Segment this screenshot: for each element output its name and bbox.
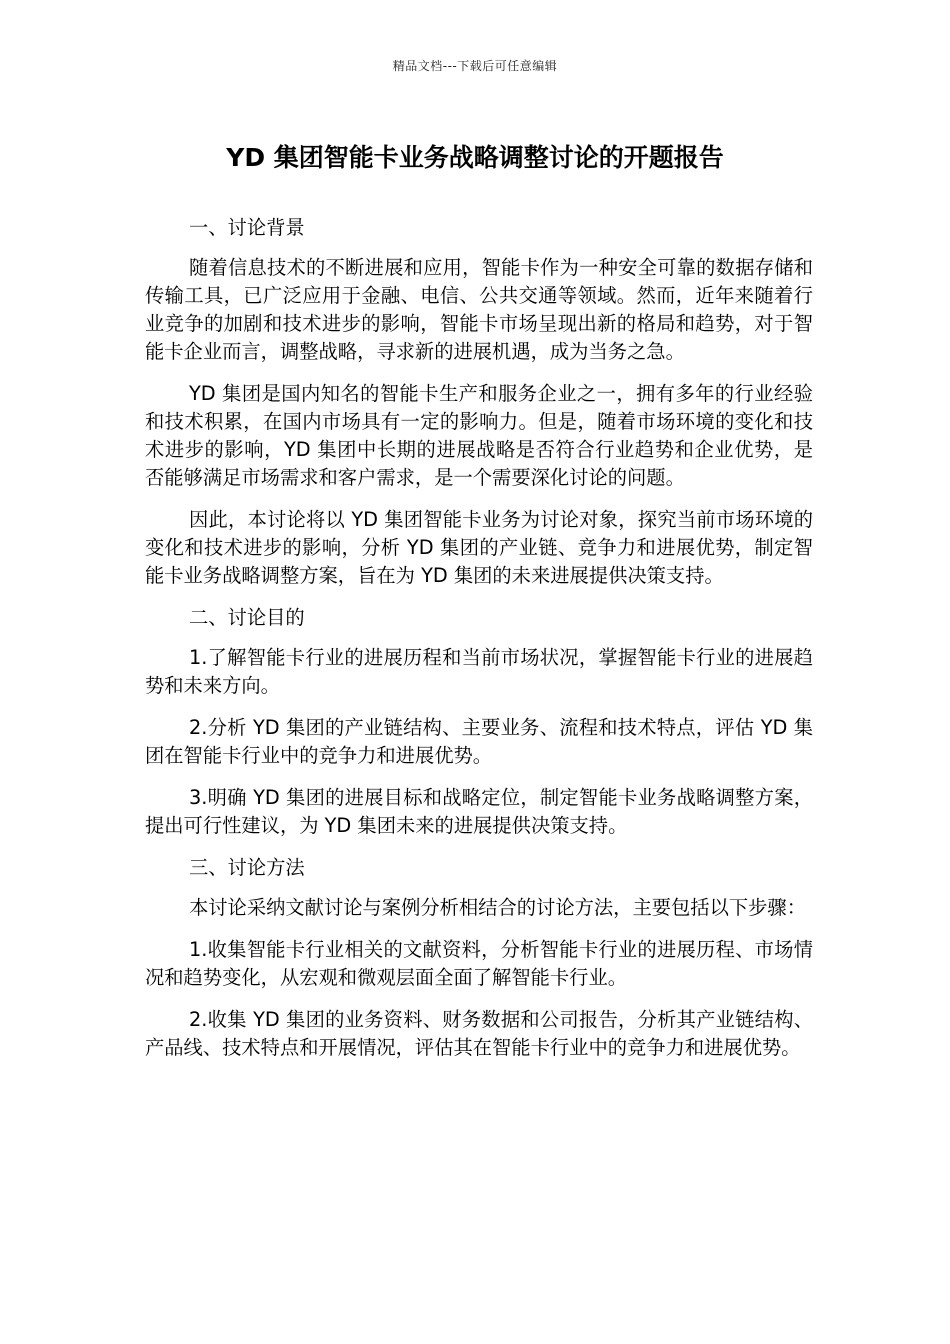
paragraph: 本讨论采纳文献讨论与案例分析相结合的讨论方法，主要包括以下步骤： — [189, 896, 806, 919]
section-heading-method: 三、讨论方法 — [189, 856, 305, 879]
paragraph: YD 集团是国内知名的智能卡生产和服务企业之一，拥有多年的行业经验和技术积累，在国内市场具有一定的影响力。但是，随着市场环境的变化和技术进步的影响，YD 集团中长期的进展战略是否符合行业趋势和企业优势，是否能够满足市场需求和客户需求，是一个需要深化讨论的问题。 — [145, 382, 813, 489]
document-body — [145, 214, 813, 1076]
page-header: 精品文档---下载后可任意编辑 — [392, 59, 558, 73]
paragraph: 随着信息技术的不断进展和应用，智能卡作为一种安全可靠的数据存储和传输工具，已广泛应用于金融、电信、公共交通等领域。然而，近年来随着行业竞争的加剧和技术进步的影响，智能卡市场呈现出新的格局和趋势，对于智能卡企业而言，调整战略，寻求新的进展机遇，成为当务之急。 — [145, 256, 813, 363]
section-heading-purpose: 二、讨论目的 — [189, 606, 305, 629]
list-item: 1.收集智能卡行业相关的文献资料，分析智能卡行业的进展历程、市场情况和趋势变化，从宏观和微观层面全面了解智能卡行业。 — [145, 938, 813, 989]
section-heading-background: 一、讨论背景 — [189, 216, 305, 239]
list-item: 3.明确 YD 集团的进展目标和战略定位，制定智能卡业务战略调整方案，提出可行性建议，为 YD 集团未来的进展提供决策支持。 — [145, 786, 813, 837]
list-item: 1.了解智能卡行业的进展历程和当前市场状况，掌握智能卡行业的进展趋势和未来方向。 — [145, 646, 813, 697]
paragraph: 因此，本讨论将以 YD 集团智能卡业务为讨论对象，探究当前市场环境的变化和技术进步的影响，分析 YD 集团的产业链、竞争力和进展优势，制定智能卡业务战略调整方案，旨在为 YD 集团的未来进展提供决策支持。 — [145, 508, 813, 587]
list-item: 2.收集 YD 集团的业务资料、财务数据和公司报告，分析其产业链结构、产品线、技术特点和开展情况，评估其在智能卡行业中的竞争力和进展优势。 — [145, 1008, 813, 1059]
list-item: 2.分析 YD 集团的产业链结构、主要业务、流程和技术特点，评估 YD 集团在智能卡行业中的竞争力和进展优势。 — [145, 716, 813, 767]
document-title: YD 集团智能卡业务战略调整讨论的开题报告 — [226, 143, 724, 172]
